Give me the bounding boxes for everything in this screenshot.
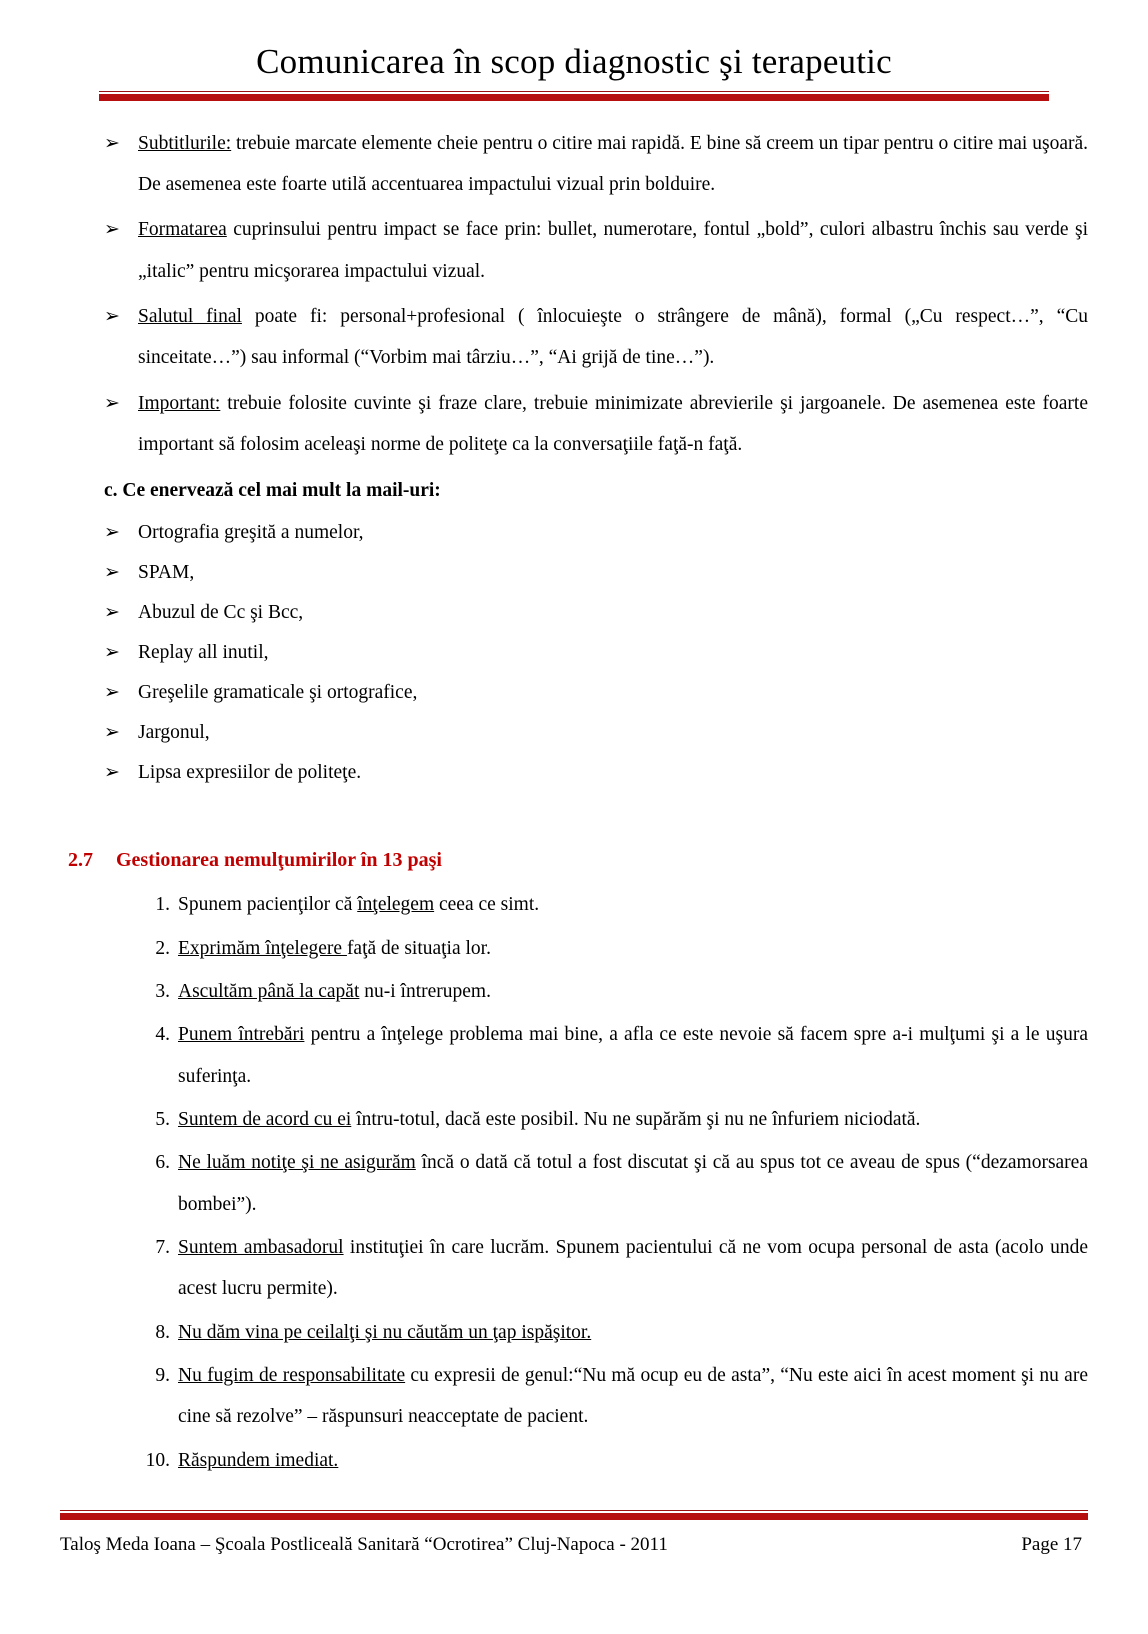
list-item-lead: Ne luăm notiţe şi ne asigurăm xyxy=(178,1152,416,1174)
list-item-text: nu-i întrerupem. xyxy=(359,981,491,1003)
list-item-text: întru-totul, dacă este posibil. Nu ne supărăm şi nu ne înfuriem niciodată. xyxy=(351,1109,921,1131)
list-item xyxy=(60,594,1088,632)
list-item-text: ceea ce simt. xyxy=(434,894,540,916)
list-item-number: 10. xyxy=(145,1449,170,1471)
list-item-number: 7. xyxy=(155,1237,170,1259)
page-footer xyxy=(0,1510,1148,1556)
list-item-lead: Formatarea xyxy=(138,219,227,241)
footer-attribution: Taloş Meda Ioana – Şcoala Postliceală Sanitară “Ocrotirea” Cluj-Napoca - 2011 xyxy=(60,1534,668,1555)
arrow-bullet-icon: ➢ xyxy=(104,131,120,154)
list-item xyxy=(60,1099,1088,1140)
list-item-text: trebuie folosite cuvinte şi fraze clare, trebuie minimizate abrevierile şi jargoanele. De asemenea este foarte important să folosim aceleaşi norme de politeţe ca la conversaţiile faţă-n faţă. xyxy=(138,392,1088,456)
list-item-number: 5. xyxy=(155,1109,170,1131)
email-annoyances-list xyxy=(60,514,1088,792)
section-title: Gestionarea nemulţumirilor în 13 paşi xyxy=(116,849,442,872)
list-item xyxy=(60,514,1088,552)
list-item-text: Ortografia greşită a numelor, xyxy=(138,522,364,544)
list-item-text: cu expresii de genul:“Nu mă ocup eu de asta”, “Nu este aici în acest moment şi nu are cine să rezolve” – răspunsuri neacceptate de pacient. xyxy=(178,1365,1088,1428)
section-number: 2.7 xyxy=(68,849,93,872)
list-item xyxy=(60,754,1088,792)
footer-divider xyxy=(60,1510,1088,1520)
list-item xyxy=(60,383,1088,466)
list-item-lead: Ascultăm până la capăt xyxy=(178,981,360,1003)
header-thick-rule xyxy=(99,94,1049,101)
list-item xyxy=(60,554,1088,592)
list-item xyxy=(60,123,1088,206)
list-item-number: 2. xyxy=(155,937,170,959)
list-item xyxy=(60,714,1088,752)
arrow-bullet-icon: ➢ xyxy=(104,521,120,544)
page-content xyxy=(0,123,1148,1481)
arrow-bullet-icon: ➢ xyxy=(104,761,120,784)
arrow-bullet-icon: ➢ xyxy=(104,721,120,744)
footer-page-number: Page 17 xyxy=(1021,1534,1082,1555)
list-item-text: Greşelile gramaticale şi ortografice, xyxy=(138,682,418,704)
list-item-number: 1. xyxy=(155,894,170,916)
list-item-text: poate fi: personal+profesional ( înlocuieşte o strângere de mână), formal („Cu respect…”, “Cu sinceitate…”) sau informal (“Vorbim mai târziu…”, “Ai grijă de tine…”). xyxy=(138,306,1088,369)
list-item xyxy=(60,884,1088,925)
list-item-lead: Nu fugim de responsabilitate xyxy=(178,1365,406,1387)
list-item-lead: Exprimăm înţelegere xyxy=(178,937,347,959)
list-item-text: trebuie marcate elemente cheie pentru o citire mai rapidă. E bine să creem un tipar pentru o citire mai uşoară. De asemenea este foarte utilă accentuarea impactului vizual prin bolduire. xyxy=(138,132,1088,196)
list-item-lead: înţelegem xyxy=(357,894,435,916)
list-item-text: pentru a înţelege problema mai bine, a afla ce este nevoie să facem spre a-i mulţumi şi a le uşura suferinţa. xyxy=(178,1024,1089,1087)
list-item-number: 6. xyxy=(155,1152,170,1174)
footer-thick-rule xyxy=(60,1513,1088,1520)
list-item-text: încă o dată că totul a fost discutat şi că au spus tot ce aveau de spus (“dezamorsarea bombei”). xyxy=(178,1152,1088,1215)
list-item-lead: Salutul final xyxy=(138,306,242,328)
arrow-bullet-icon: ➢ xyxy=(104,561,120,584)
arrow-bullet-icon: ➢ xyxy=(104,218,120,241)
list-item-text: Replay all inutil, xyxy=(138,642,269,664)
list-item xyxy=(60,1355,1088,1438)
arrow-bullet-icon: ➢ xyxy=(104,681,120,704)
list-item-number: 9. xyxy=(155,1365,170,1387)
arrow-bullet-icon: ➢ xyxy=(104,391,120,414)
subsection-heading-c: c. Ce enervează cel mai mult la mail-uri: xyxy=(104,480,441,502)
list-item xyxy=(60,674,1088,712)
list-item xyxy=(60,1014,1088,1097)
list-item-lead: Suntem de acord cu ei xyxy=(178,1109,352,1131)
list-item-number: 4. xyxy=(155,1024,170,1046)
list-item-text: cuprinsului pentru impact se face prin: bullet, numerotare, fontul „bold”, culori albastru închis sau verde şi „italic” pentru micşorarea impactului vizual. xyxy=(138,219,1088,282)
list-item xyxy=(60,209,1088,292)
arrow-bullet-icon: ➢ xyxy=(104,641,120,664)
list-item xyxy=(60,634,1088,672)
list-item-lead: Important: xyxy=(138,392,221,414)
list-item-number: 8. xyxy=(155,1321,170,1343)
list-item-lead: Subtitlurile: xyxy=(138,132,232,154)
page-header xyxy=(0,0,1148,101)
list-item-text: instituţiei în care lucrăm. Spunem pacientului că ne vom ocupa personal de asta (acolo unde acest lucru permite). xyxy=(178,1237,1089,1300)
list-item-lead: Răspundem imediat. xyxy=(178,1449,339,1471)
list-item-lead: Punem întrebări xyxy=(178,1024,305,1046)
email-guidelines-list xyxy=(60,123,1088,466)
list-item xyxy=(60,1440,1088,1481)
list-item xyxy=(60,296,1088,379)
header-divider xyxy=(99,91,1049,101)
arrow-bullet-icon: ➢ xyxy=(104,601,120,624)
document-title: Comunicarea în scop diagnostic şi terapeutic xyxy=(256,42,892,81)
arrow-bullet-icon: ➢ xyxy=(104,305,120,328)
list-item-lead: Suntem ambasadorul xyxy=(178,1237,344,1259)
list-item-prefix: Spunem pacienţilor că xyxy=(178,894,358,916)
thirteen-steps-list xyxy=(60,884,1088,1481)
section-heading-2-7 xyxy=(60,844,1088,876)
list-item xyxy=(60,971,1088,1012)
list-item-text: faţă de situaţia lor. xyxy=(346,937,491,959)
list-item-text: Jargonul, xyxy=(138,722,210,744)
list-item xyxy=(60,1227,1088,1310)
list-item xyxy=(60,928,1088,969)
list-item xyxy=(60,1312,1088,1353)
list-item-text: Lipsa expresiilor de politeţe. xyxy=(138,762,362,784)
list-item-lead: Nu dăm vina pe ceilalţi şi nu căutăm un ţap ispăşitor. xyxy=(178,1321,592,1343)
footer-row xyxy=(60,1534,1088,1556)
list-item xyxy=(60,1142,1088,1225)
list-item-number: 3. xyxy=(155,981,170,1003)
list-item-text: Abuzul de Cc şi Bcc, xyxy=(138,602,304,624)
list-item-text: SPAM, xyxy=(138,562,195,584)
